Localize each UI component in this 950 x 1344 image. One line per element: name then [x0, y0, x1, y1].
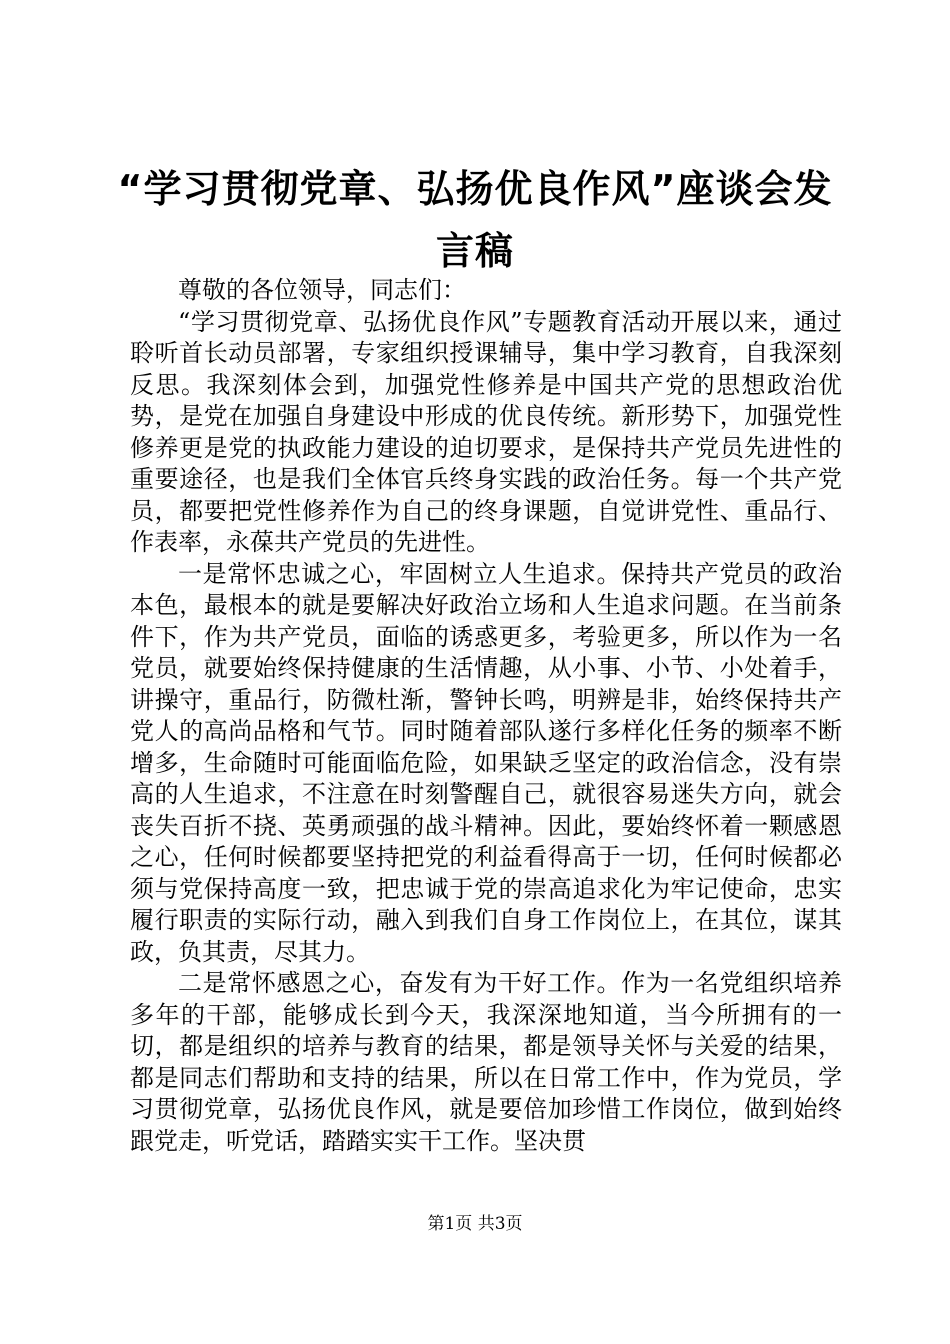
- page-footer: 第1页 共3页: [427, 1214, 523, 1234]
- paragraph-loyalty: 一是常怀忠诚之心，牢固树立人生追求。保持共产党员的政治本色，最根本的就是要解决好政治立场和人生追求问题。在当前条件下，作为共产党员，面临的诱惑更多，考验更多，所以作为一名党员，就要始终保持健康的生活情趣，从小事、小节、小处着手，讲操守，重品行，防微杜渐，警钟长鸣，明辨是非，始终保持共产党人的高尚品格和气节。同时随着部队遂行多样化任务的频率不断增多，生命随时可能面临危险，如果缺乏坚定的政治信念，没有崇高的人生追求，不注意在时刻警醒自己，就很容易迷失方向，就会丧失百折不挠、英勇顽强的战斗精神。因此，要始终怀着一颗感恩之心，任何时候都要坚持把党的利益看得高于一切，任何时候都必须与党保持高度一致，把忠诚于党的崇高追求化为牢记使命，忠实履行职责的实际行动，融入到我们自身工作岗位上，在其位，谋其政，负其责，尽其力。: [130, 559, 842, 966]
- document-body: [130, 275, 842, 1157]
- document-title: “学习贯彻党章、弘扬优良作风”座谈会发言稿: [117, 167, 833, 273]
- paragraph-gratitude: 二是常怀感恩之心，奋发有为干好工作。作为一名党组织培养多年的干部，能够成长到今天，我深深地知道，当今所拥有的一切，都是组织的培养与教育的结果，都是领导关怀与关爱的结果，都是同志们帮助和支持的结果，所以在日常工作中，作为党员，学习贯彻党章，弘扬优良作风，就是要倍加珍惜工作岗位，做到始终跟党走，听党话，踏踏实实干工作。坚决贯: [130, 969, 842, 1155]
- paragraph-intro: “学习贯彻党章、弘扬优良作风”专题教育活动开展以来，通过聆听首长动员部署，专家组织授课辅导，集中学习教育，自我深刻反思。我深刻体会到，加强党性修养是中国共产党的思想政治优势，是党在加强自身建设中形成的优良传统。新形势下，加强党性修养更是党的执政能力建设的迫切要求，是保持共产党员先进性的重要途径，也是我们全体官兵终身实践的政治任务。每一个共产党员，都要把党性修养作为自己的终身课题，自觉讲党性、重品行、作表率，永葆共产党员的先进性。: [130, 307, 842, 556]
- salutation: 尊敬的各位领导，同志们：: [178, 276, 466, 304]
